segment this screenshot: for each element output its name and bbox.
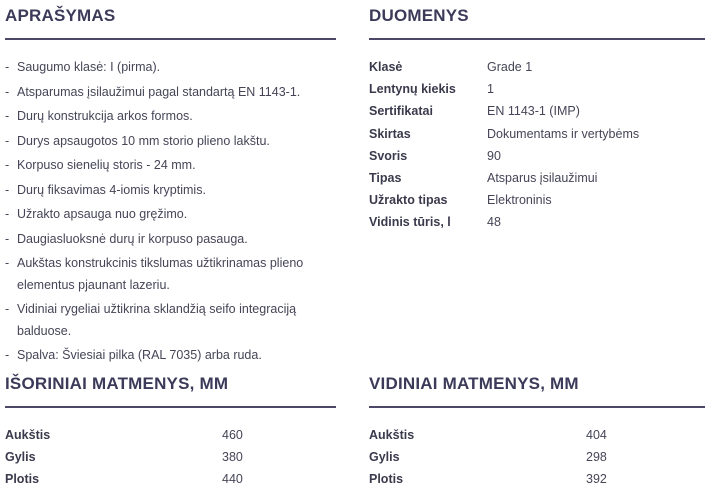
dimension-value: 392 — [586, 472, 607, 486]
specs-title: DUOMENYS — [369, 6, 469, 25]
description-item: - Daugiasluoksnė durų ir korpuso pasauga. — [5, 229, 336, 251]
specs-label: Vidinis tūris, l — [369, 215, 451, 230]
specs-row — [369, 56, 705, 78]
description-item: - Durų fiksavimas 4-iomis kryptimis. — [5, 180, 336, 202]
dimension-value: 404 — [586, 428, 607, 442]
dimension-label: Aukštis — [369, 428, 415, 442]
dimension-value: 460 — [222, 428, 243, 442]
inner-dimensions-section — [369, 374, 705, 490]
specs-row — [369, 100, 705, 122]
dimension-row — [5, 446, 336, 468]
dimension-value: 298 — [586, 450, 607, 464]
specs-label: Sertifikatai — [369, 104, 433, 119]
description-list — [5, 57, 336, 367]
specs-value: EN 1143-1 (IMP) — [487, 104, 580, 119]
inner-dimensions-divider — [369, 406, 705, 408]
specs-row — [369, 145, 705, 167]
dimension-label: Plotis — [369, 472, 404, 486]
specs-row — [369, 167, 705, 189]
specs-label: Tipas — [369, 171, 402, 186]
outer-dimensions-section — [5, 374, 336, 490]
description-item: - Užrakto apsauga nuo gręžimo. — [5, 204, 336, 226]
description-item: - Vidiniai rygeliai užtikrina sklandžią seifo integraciją balduose. — [5, 299, 336, 342]
dimension-label: Gylis — [369, 450, 400, 464]
specs-row — [369, 189, 705, 211]
description-title: APRAŠYMAS — [5, 6, 116, 25]
inner-dimensions-title: VIDINIAI MATMENYS, MM — [369, 374, 579, 393]
inner-dimensions-table — [369, 424, 705, 490]
dimension-value: 440 — [222, 472, 243, 486]
dimension-label: Aukštis — [5, 428, 51, 442]
specs-section — [369, 6, 705, 234]
outer-dimensions-title: IŠORINIAI MATMENYS, MM — [5, 374, 229, 393]
dimension-value: 380 — [222, 450, 243, 464]
specs-value: 48 — [487, 215, 501, 230]
specs-value: Atsparus įsilaužimui — [487, 171, 598, 186]
specs-table — [369, 56, 705, 234]
specs-label: Lentynų kiekis — [369, 82, 456, 97]
description-item: - Durų konstrukcija arkos formos. — [5, 106, 336, 128]
dimension-label: Gylis — [5, 450, 36, 464]
specs-row — [369, 78, 705, 100]
description-item: - Spalva: Šviesiai pilka (RAL 7035) arba ruda. — [5, 345, 336, 367]
specs-label: Svoris — [369, 148, 408, 163]
specs-row — [369, 211, 705, 233]
description-item: - Saugumo klasė: I (pirma). — [5, 57, 336, 79]
description-divider — [5, 38, 336, 40]
dimension-row — [369, 446, 705, 468]
description-item: - Atsparumas įsilaužimui pagal standartą EN 1143-1. — [5, 82, 336, 104]
dimension-row — [5, 468, 336, 490]
specs-value: 90 — [487, 148, 501, 163]
specs-label: Skirtas — [369, 126, 411, 141]
description-item: - Aukštas konstrukcinis tikslumas užtikrinamas plieno elementus pjaunant lazeriu. — [5, 253, 336, 296]
outer-dimensions-table — [5, 424, 336, 490]
specs-value: Grade 1 — [487, 60, 533, 74]
specs-value: 1 — [487, 82, 494, 97]
dimension-label: Plotis — [5, 472, 40, 486]
description-item: - Durys apsaugotos 10 mm storio plieno lakštu. — [5, 131, 336, 153]
specs-label: Klasė — [369, 60, 403, 74]
specs-value: Dokumentams ir vertybėms — [487, 126, 640, 141]
dimension-row — [5, 424, 336, 446]
dimension-row — [369, 424, 705, 446]
specs-label: Užrakto tipas — [369, 193, 448, 208]
outer-dimensions-divider — [5, 406, 336, 408]
dimension-row — [369, 468, 705, 490]
specs-row — [369, 123, 705, 145]
specs-divider — [369, 38, 705, 40]
description-item: - Korpuso sienelių storis - 24 mm. — [5, 155, 336, 177]
description-section — [5, 6, 336, 370]
specs-value: Elektroninis — [487, 193, 552, 208]
